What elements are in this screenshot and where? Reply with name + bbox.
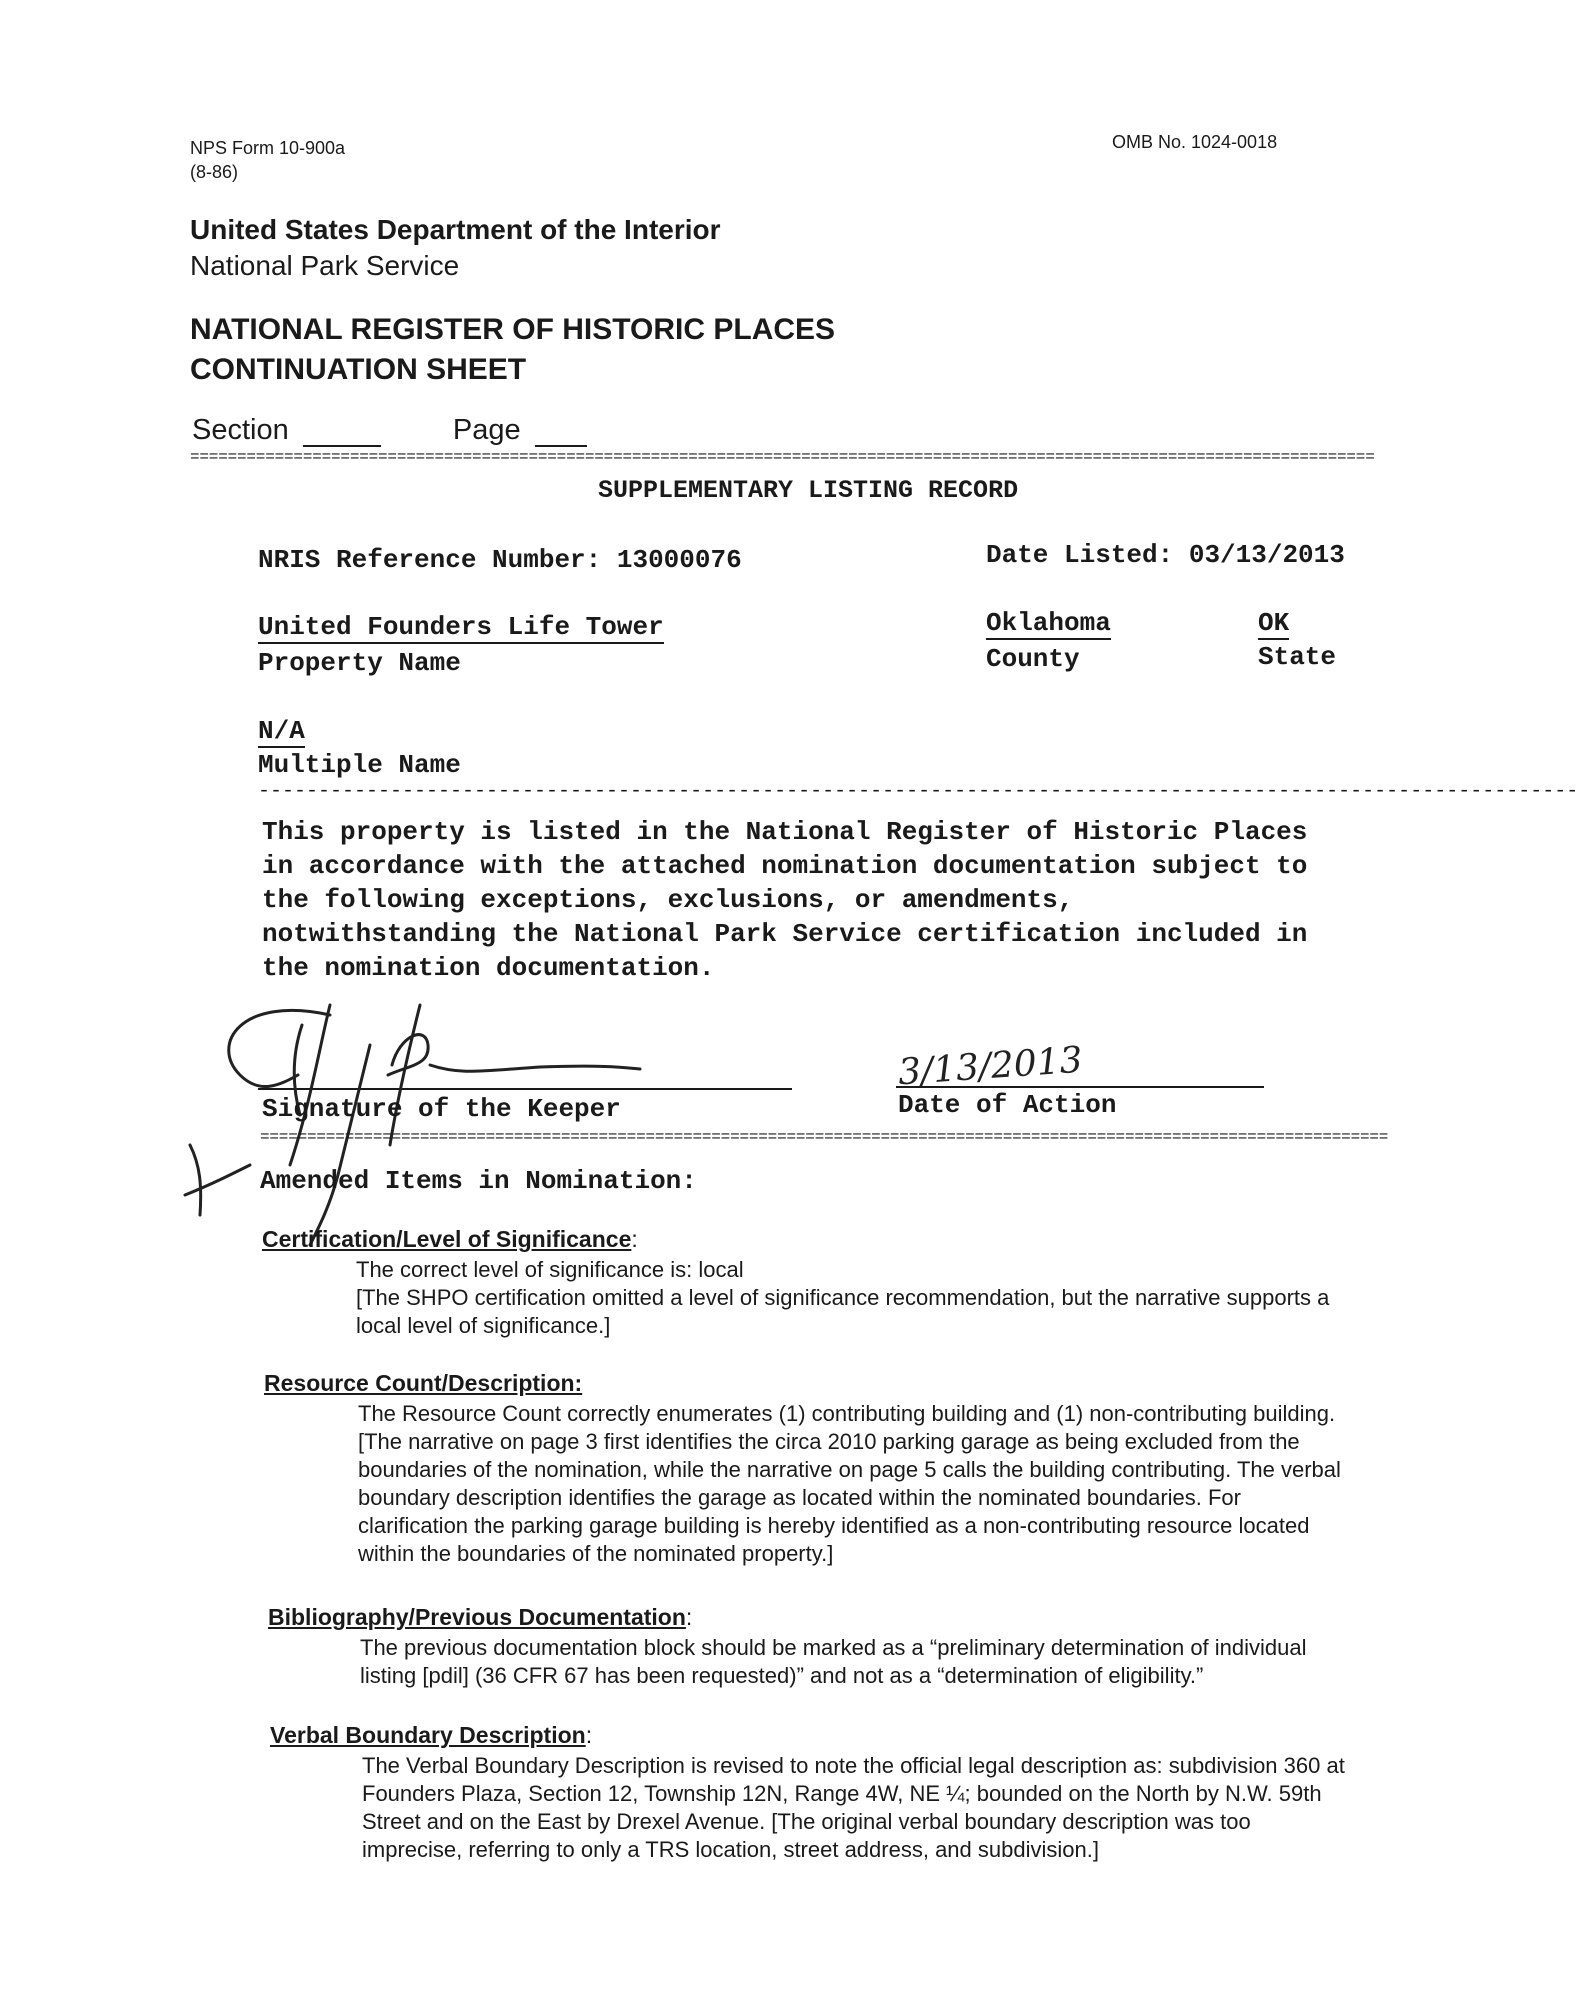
statement-line: in accordance with the attached nomination documentation subject to	[262, 851, 1308, 881]
amendment-line: [The SHPO certification omitted a level of significance recommendation, but the narrative supports a	[356, 1285, 1330, 1310]
amendment-verbal-boundary	[270, 1722, 592, 1749]
heading-colon: :	[685, 1604, 693, 1630]
statement-line: notwithstanding the National Park Service certification included in	[262, 919, 1308, 949]
amendment-line: within the boundaries of the nominated property.]	[358, 1541, 834, 1566]
amendment-line: Street and on the East by Drexel Avenue. [The original verbal boundary description was too	[362, 1809, 1251, 1834]
agency-name: National Park Service	[190, 250, 460, 281]
amendment-body-bibliography	[360, 1634, 1307, 1690]
amendment-line: The correct level of significance is: local	[356, 1257, 744, 1282]
heading-colon: :	[585, 1722, 593, 1748]
date-listed-value: 03/13/2013	[1188, 540, 1345, 570]
amendment-line: The Resource Count correctly enumerates (1) contributing building and (1) non-contributing building.	[358, 1401, 1336, 1426]
amendment-line: The Verbal Boundary Description is revised to note the official legal description as: subdivision 360 at	[362, 1753, 1345, 1778]
amendment-line: boundaries of the nomination, while the narrative on page 5 calls the building contributing. The verbal	[358, 1457, 1341, 1482]
title-line-1: NATIONAL REGISTER OF HISTORIC PLACES	[190, 313, 836, 346]
section-blank	[303, 417, 381, 447]
amendment-heading: Bibliography/Previous Documentation	[268, 1604, 686, 1630]
property-name-label: Property Name	[258, 648, 461, 678]
date-listed-label: Date Listed:	[986, 540, 1174, 570]
listing-statement	[262, 815, 1307, 985]
dashed-rule: --------------------------------------------------------------------------------------------------------------	[258, 780, 1578, 803]
omb-number: OMB No. 1024-0018	[1112, 132, 1278, 152]
amendment-line: The previous documentation block should be marked as a “preliminary determination of individual	[360, 1635, 1307, 1660]
form-date: (8-86)	[190, 162, 239, 182]
double-rule-bottom: ========================================================================================================================	[260, 1128, 1389, 1146]
nris-value: 13000076	[616, 545, 742, 575]
amendment-heading: Resource Count/Description:	[264, 1370, 583, 1396]
amendment-body-verbal-boundary	[362, 1752, 1345, 1864]
amendment-body-resource-count	[358, 1400, 1341, 1568]
amendment-bibliography	[268, 1604, 692, 1631]
amended-items-heading: Amended Items in Nomination:	[260, 1166, 697, 1196]
amendment-body-certification	[356, 1256, 1329, 1340]
form-title	[190, 310, 835, 390]
department-name: United States Department of the Interior	[190, 214, 721, 245]
amendment-line: clarification the parking garage building is hereby identified as a non-contributing resource located	[358, 1513, 1310, 1538]
record-heading: SUPPLEMENTARY LISTING RECORD	[598, 476, 1019, 505]
date-of-action-label: Date of Action	[898, 1090, 1117, 1120]
amendment-resource-count	[264, 1370, 582, 1397]
state-label: State	[1258, 642, 1337, 672]
amendment-line: local level of significance.]	[356, 1313, 611, 1338]
handwritten-date: 3/13/2013	[896, 1039, 1084, 1094]
amendment-line: imprecise, referring to only a TRS location, street address, and subdivision.]	[362, 1837, 1099, 1862]
heading-colon: :	[631, 1226, 638, 1252]
double-rule-top: ==============================================================================================================================	[190, 448, 1375, 466]
property-name-value: United Founders Life Tower	[258, 612, 664, 642]
amendment-line: listing [pdil] (36 CFR 67 has been requested)” and not as a “determination of eligibility.”	[360, 1663, 1204, 1688]
section-label: Section	[192, 414, 289, 446]
section-page-row	[192, 414, 587, 447]
form-number: NPS Form 10-900a	[190, 138, 346, 158]
amendment-heading: Certification/Level of Significance	[262, 1226, 632, 1252]
amendment-certification	[262, 1226, 638, 1253]
nris-label: NRIS Reference Number:	[258, 545, 602, 575]
form-identifier	[190, 136, 345, 184]
statement-line: the nomination documentation.	[262, 953, 715, 983]
department-block	[190, 212, 721, 284]
date-listed-row	[986, 540, 1345, 570]
amendment-heading: Verbal Boundary Description	[270, 1722, 586, 1748]
multiple-name-value: N/A	[258, 716, 305, 746]
statement-line: This property is listed in the National Register of Historic Places	[262, 817, 1308, 847]
county-value: Oklahoma	[986, 608, 1111, 638]
state-value: OK	[1258, 608, 1290, 638]
page-blank	[535, 417, 587, 447]
county-label: County	[986, 644, 1080, 674]
amendment-line: Founders Plaza, Section 12, Township 12N, Range 4W, NE ¼; bounded on the North by N.W. 59th	[362, 1781, 1322, 1806]
multiple-name-label: Multiple Name	[258, 750, 461, 780]
statement-line: the following exceptions, exclusions, or amendments,	[262, 885, 1074, 915]
signature-label: Signature of the Keeper	[262, 1094, 621, 1124]
page-label: Page	[452, 414, 521, 446]
amendment-line: [The narrative on page 3 first identifies the circa 2010 parking garage as being excluded from the	[358, 1429, 1300, 1454]
title-line-2: CONTINUATION SHEET	[190, 353, 527, 386]
amendment-line: boundary description identifies the garage as located within the nominated boundaries. For	[358, 1485, 1241, 1510]
nris-row	[258, 545, 742, 575]
